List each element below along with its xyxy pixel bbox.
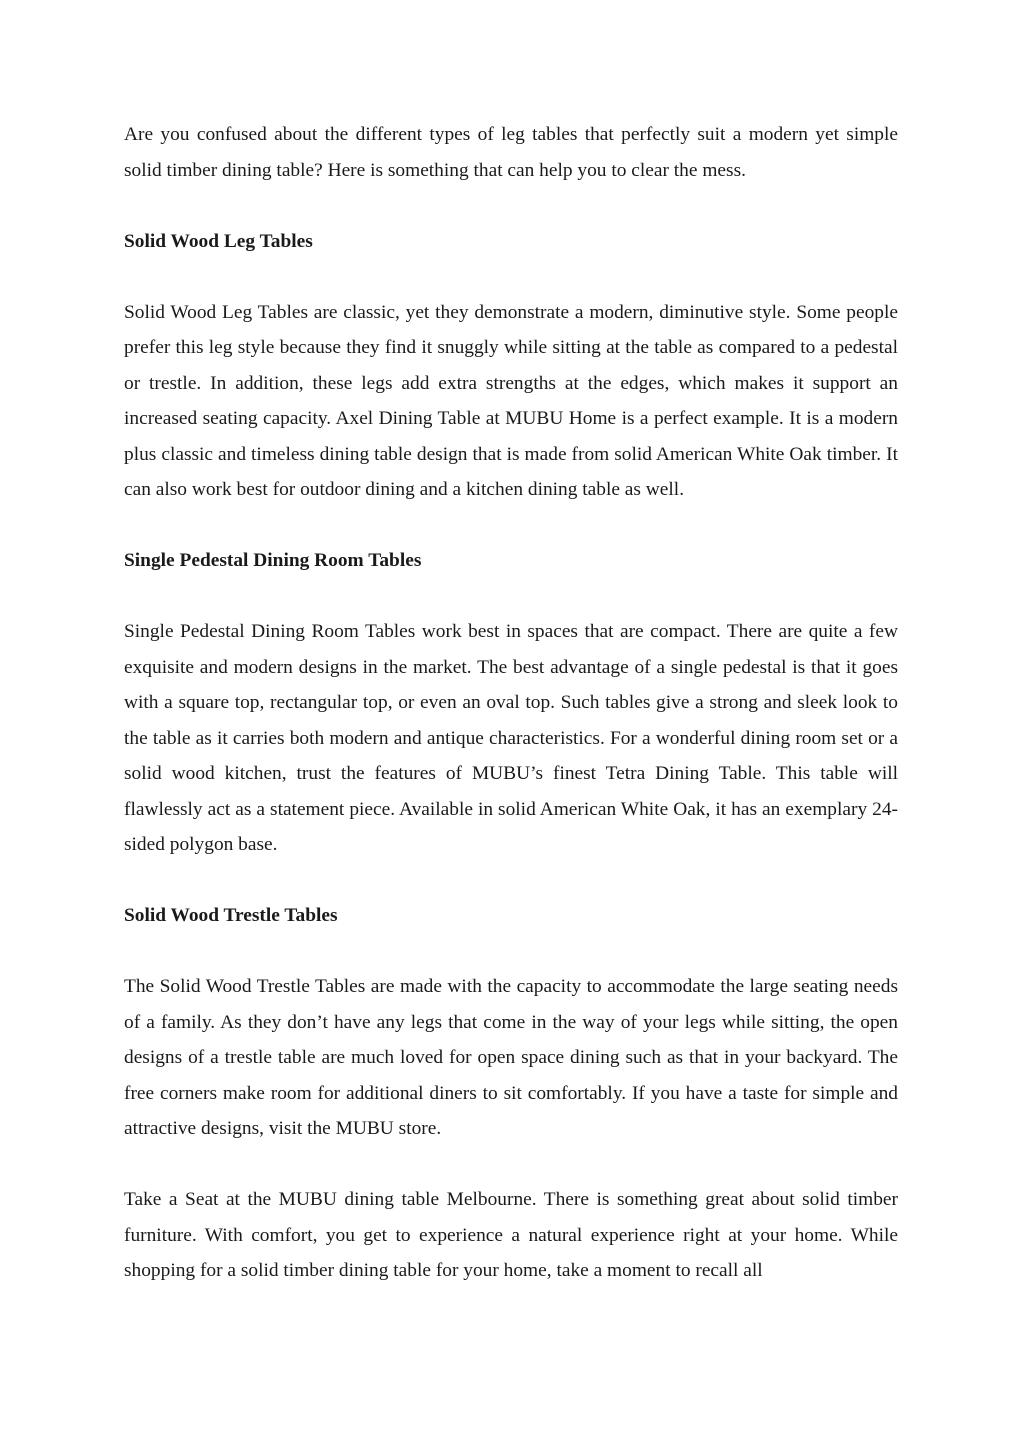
closing-paragraph: Take a Seat at the MUBU dining table Melbourne. There is something great about solid timber furniture. With comfort, you get to experience a natural experience right at your home. While shopping for a solid timber dining table for your home, take a moment to recall all — [124, 1189, 898, 1281]
section-body-single-pedestal-tables: Single Pedestal Dining Room Tables work best in spaces that are compact. There are quite a few exquisite and modern designs in the market. The best advantage of a single pedestal is that it goes with a square top, rectangular top, or even an oval top. Such tables give a strong and sleek look to the table as it carries both modern and antique characteristics. For a wonderful dining room set or a solid wood kitchen, trust the features of MUBU’s finest Tetra Dining Table. This table will flawlessly act as a statement piece. Available in solid American White Oak, it has an exemplary 24-sided polygon base. — [124, 621, 898, 855]
section-heading-solid-wood-trestle-tables: Solid Wood Trestle Tables — [124, 905, 338, 926]
section-body-solid-wood-leg-tables: Solid Wood Leg Tables are classic, yet they demonstrate a modern, diminutive style. Some people prefer this leg style because they find it snuggly while sitting at the table as compared to a pedestal or trestle. In addition, these legs add extra strengths at the edges, which makes it support an increased seating capacity. Axel Dining Table at MUBU Home is a perfect example. It is a modern plus classic and timeless dining table design that is made from solid American White Oak timber. It can also work best for outdoor dining and a kitchen dining table as well. — [124, 301, 898, 500]
document-page — [124, 117, 898, 1324]
intro-paragraph: Are you confused about the different types of leg tables that perfectly suit a modern yet simple solid timber dining table? Here is something that can help you to clear the mess. — [124, 124, 898, 181]
section-heading-single-pedestal-tables: Single Pedestal Dining Room Tables — [124, 550, 422, 571]
section-body-solid-wood-trestle-tables: The Solid Wood Trestle Tables are made with the capacity to accommodate the large seating needs of a family. As they don’t have any legs that come in the way of your legs while sitting, the open designs of a trestle table are much loved for open space dining such as that in your backyard. The free corners make room for additional diners to sit comfortably. If you have a taste for simple and attractive designs, visit the MUBU store. — [124, 976, 898, 1139]
section-heading-solid-wood-leg-tables: Solid Wood Leg Tables — [124, 230, 313, 252]
